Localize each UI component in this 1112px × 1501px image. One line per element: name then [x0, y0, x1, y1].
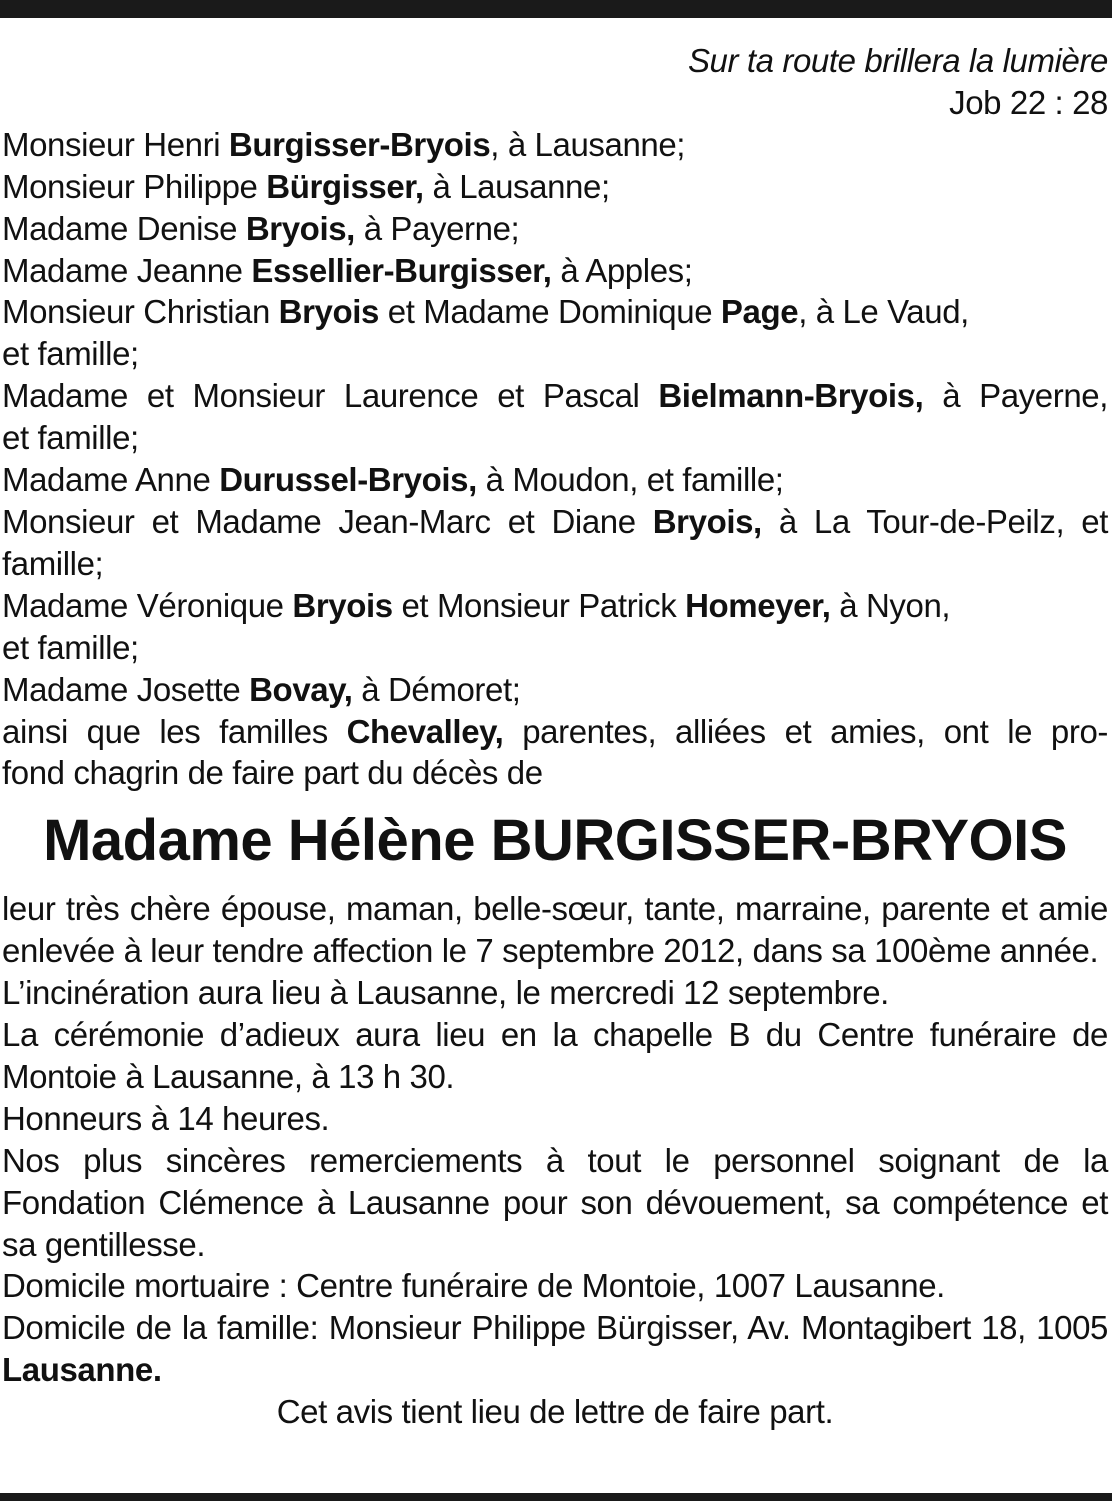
body-paragraph: leur très chère épouse, maman, belle-sœur, tante, marraine, parente et amie enlevée à leur tendre affection le 7 septembre 2012, dans sa 100ème année. [2, 890, 1108, 970]
family-name: Bryois, [245, 209, 355, 247]
body-paragraph: La cérémonie d’adieux aura lieu en la chapelle B du Centre funéraire de Montoie à Lausanne, à 13 h 30. [2, 1016, 1108, 1095]
mourner-entry: Monsieur Henri Burgisser-Bryois, à Lausanne; [2, 125, 686, 163]
family-name: Bryois [292, 586, 393, 624]
mourner-entry: ainsi que les familles Chevalley, parentes, alliées et amies, ont le pro- fond chagrin de faire part du décès de [2, 712, 1108, 792]
family-name: Essellier-Burgisser, [251, 251, 552, 289]
mourner-entry: Madame Anne Durussel-Bryois, à Moudon, et famille; [2, 461, 784, 499]
family-name: Homeyer, [685, 586, 831, 624]
epigraph [2, 40, 1108, 124]
mourner-entry: Madame Josette Bovay, à Démoret; [2, 670, 521, 708]
epigraph-quote: Sur ta route brillera la lumière [687, 42, 1108, 79]
family-name: Bryois, [652, 502, 762, 540]
family-name: Chevalley, [346, 712, 504, 750]
family-name: Page [720, 293, 799, 331]
body-paragraph: Nos plus sincères remerciements à tout le personnel soignant de la Fondation Clémence à Lausanne pour son dévouement, sa compétence et sa gentillesse. [2, 1141, 1108, 1263]
family-name: Bovay, [249, 670, 353, 708]
top-rule [0, 0, 1112, 18]
mourner-entry: Madame et Monsieur Laurence et Pascal Bielmann-Bryois, à Payerne, et famille; [2, 377, 1108, 457]
mourner-entry: Monsieur Philippe Bürgisser, à Lausanne; [2, 167, 610, 205]
epigraph-reference: Job 22 : 28 [949, 83, 1108, 121]
mourner-entry: Madame Jeanne Essellier-Burgisser, à Apples; [2, 251, 693, 289]
mourner-entry: Madame Denise Bryois, à Payerne; [2, 209, 520, 247]
obituary-notice [2, 40, 1108, 1433]
family-name: Bürgisser, [266, 167, 424, 205]
mourners-list [2, 124, 1108, 795]
body-paragraph: Domicile mortuaire : Centre funéraire de Montoie, 1007 Lausanne. [2, 1267, 945, 1305]
mourner-entry: Madame Véronique Bryois et Monsieur Patrick Homeyer, à Nyon, et famille; [2, 586, 951, 666]
mourner-entry: Monsieur et Madame Jean-Marc et Diane Bryois, à La Tour-de-Peilz, et famille; [2, 502, 1108, 582]
body-paragraph: Honneurs à 14 heures. [2, 1099, 330, 1137]
family-name: Burgisser-Bryois [228, 125, 491, 163]
family-address-city: Lausanne. [2, 1351, 162, 1389]
closing-note: Cet avis tient lieu de lettre de faire part. [276, 1393, 834, 1431]
family-name: Bielmann-Bryois, [658, 377, 924, 415]
notice-body [2, 888, 1108, 1391]
deceased-name: Madame Hélène BURGISSER-BRYOIS [43, 808, 1067, 874]
family-name: Durussel-Bryois, [219, 461, 477, 499]
body-paragraph: L’incinération aura lieu à Lausanne, le mercredi 12 septembre. [2, 974, 889, 1012]
bottom-rule [0, 1493, 1112, 1501]
family-name: Bryois [278, 293, 379, 331]
family-address: Domicile de la famille: Monsieur Philippe Bürgisser, Av. Montagibert 18, 1005 Lausanne. [2, 1309, 1108, 1389]
mourner-entry: Monsieur Christian Bryois et Madame Dominique Page, à Le Vaud, et famille; [2, 293, 969, 373]
